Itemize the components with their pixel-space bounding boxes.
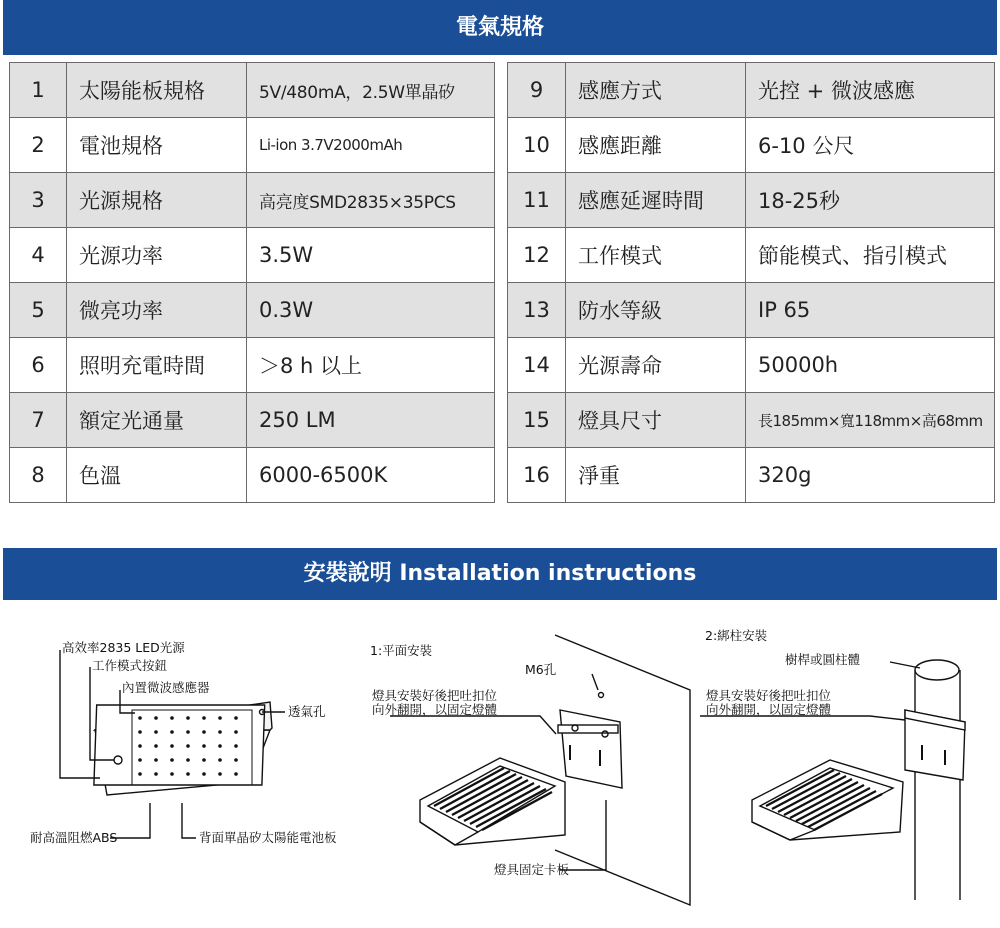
led-dot [154, 730, 158, 734]
spec-value: 光控 + 微波感應 [746, 63, 995, 118]
spec-label: 防水等級 [566, 283, 746, 338]
label-mode-button: 工作模式按鈕 [92, 658, 168, 673]
spec-number: 7 [10, 393, 67, 448]
spec-label: 燈具尺寸 [566, 393, 746, 448]
led-dot [170, 744, 174, 748]
electrical-spec-banner [3, 0, 997, 55]
spec-row [10, 63, 495, 118]
led-dot [186, 758, 190, 762]
spec-value: 長185mm×寬118mm×高68mm [746, 393, 995, 448]
spec-label: 感應方式 [566, 63, 746, 118]
spec-value: 250 LM [247, 393, 495, 448]
spec-number: 11 [508, 173, 566, 228]
installation-banner [3, 548, 997, 600]
led-dot [234, 716, 238, 720]
spec-label: 感應距離 [566, 118, 746, 173]
spec-row [508, 283, 995, 338]
label-abs-housing: 耐高溫阻燃ABS [30, 830, 118, 845]
fig2-note-line1: 燈具安裝好後把吐扣位 [372, 688, 498, 703]
spec-value: 50000h [746, 338, 995, 393]
spec-number: 8 [10, 448, 67, 503]
led-dot [234, 772, 238, 776]
spec-number: 16 [508, 448, 566, 503]
spec-row [10, 393, 495, 448]
spec-label: 光源規格 [67, 173, 247, 228]
led-dot [218, 772, 222, 776]
led-dot [202, 730, 206, 734]
led-dot [202, 772, 206, 776]
spec-row [10, 338, 495, 393]
spec-label: 額定光通量 [67, 393, 247, 448]
spec-value: IP 65 [746, 283, 995, 338]
spec-label: 淨重 [566, 448, 746, 503]
led-dot [234, 744, 238, 748]
spec-value: 5V/480mA，2.5W單晶矽 [247, 63, 495, 118]
led-dot [154, 744, 158, 748]
spec-row [508, 118, 995, 173]
led-dot [138, 744, 142, 748]
spec-label: 工作模式 [566, 228, 746, 283]
spec-number: 9 [508, 63, 566, 118]
led-dot [138, 772, 142, 776]
spec-value: 320g [746, 448, 995, 503]
led-dot [154, 758, 158, 762]
fig3-note-line2: 向外翻開，以固定燈體 [706, 702, 832, 717]
led-dot [186, 772, 190, 776]
spec-row [508, 173, 995, 228]
spec-row [10, 173, 495, 228]
spec-number: 4 [10, 228, 67, 283]
installation-title: 安裝說明 Installation instructions [303, 561, 697, 586]
spec-row [508, 393, 995, 448]
spec-value: 高亮度SMD2835×35PCS [247, 173, 495, 228]
fig2-note-line2: 向外翻開，以固定燈體 [372, 702, 498, 717]
spec-value: Li-ion 3.7V2000mAh [247, 118, 495, 173]
spec-label: 色溫 [67, 448, 247, 503]
spec-value: 節能模式、指引模式 [746, 228, 995, 283]
spec-value: 18-25秒 [746, 173, 995, 228]
label-led-source: 高效率2835 LED光源 [62, 640, 185, 655]
spec-number: 6 [10, 338, 67, 393]
spec-number: 10 [508, 118, 566, 173]
spec-number: 12 [508, 228, 566, 283]
led-dot [202, 716, 206, 720]
led-dot [186, 730, 190, 734]
electrical-spec-title: 電氣規格 [455, 15, 544, 40]
installation-diagram [0, 610, 1000, 910]
fig2-title: 1:平面安裝 [370, 643, 433, 658]
spec-row [508, 63, 995, 118]
spec-label: 電池規格 [67, 118, 247, 173]
spec-value: 0.3W [247, 283, 495, 338]
spec-row [10, 228, 495, 283]
spec-label: 光源功率 [67, 228, 247, 283]
spec-value: 6000-6500K [247, 448, 495, 503]
spec-row [508, 448, 995, 503]
spec-label: 太陽能板規格 [67, 63, 247, 118]
spec-number: 3 [10, 173, 67, 228]
spec-number: 1 [10, 63, 67, 118]
spec-row [10, 118, 495, 173]
led-dot [218, 730, 222, 734]
spec-label: 微亮功率 [67, 283, 247, 338]
led-dot [234, 758, 238, 762]
spec-value: ＞8 h 以上 [247, 338, 495, 393]
led-dot [154, 772, 158, 776]
spec-table-left [9, 62, 495, 503]
led-dot [218, 744, 222, 748]
led-dot [186, 744, 190, 748]
label-vent-hole: 透氣孔 [288, 704, 326, 719]
led-dot [138, 730, 142, 734]
spec-value: 6-10 公尺 [746, 118, 995, 173]
spec-row [10, 448, 495, 503]
label-microwave-sensor: 內置微波感應器 [122, 680, 210, 695]
led-dot [138, 716, 142, 720]
spec-number: 2 [10, 118, 67, 173]
label-bracket: 燈具固定卡板 [494, 862, 570, 877]
led-dot [138, 758, 142, 762]
led-dot [154, 716, 158, 720]
spec-label: 感應延遲時間 [566, 173, 746, 228]
fig3-title: 2:綁柱安裝 [705, 628, 768, 643]
led-dot [218, 716, 222, 720]
led-dot [186, 716, 190, 720]
spec-row [508, 228, 995, 283]
label-solar-panel: 背面單晶矽太陽能電池板 [199, 830, 337, 845]
label-m6-hole: M6孔 [525, 662, 557, 677]
spec-number: 14 [508, 338, 566, 393]
spec-number: 5 [10, 283, 67, 338]
spec-row [10, 283, 495, 338]
led-dot [170, 772, 174, 776]
lamp-front-figure [60, 650, 285, 838]
spec-number: 13 [508, 283, 566, 338]
led-dot [202, 758, 206, 762]
label-pole: 樹桿或圓柱體 [785, 652, 861, 667]
spec-label: 照明充電時間 [67, 338, 247, 393]
led-dot [170, 758, 174, 762]
led-dot [218, 758, 222, 762]
spec-value: 3.5W [247, 228, 495, 283]
spec-table-right [507, 62, 995, 503]
led-dot [202, 744, 206, 748]
fig3-note-line1: 燈具安裝好後把吐扣位 [706, 688, 832, 703]
spec-label: 光源壽命 [566, 338, 746, 393]
led-dot [170, 716, 174, 720]
led-dot [234, 730, 238, 734]
led-dot [170, 730, 174, 734]
spec-number: 15 [508, 393, 566, 448]
spec-row [508, 338, 995, 393]
